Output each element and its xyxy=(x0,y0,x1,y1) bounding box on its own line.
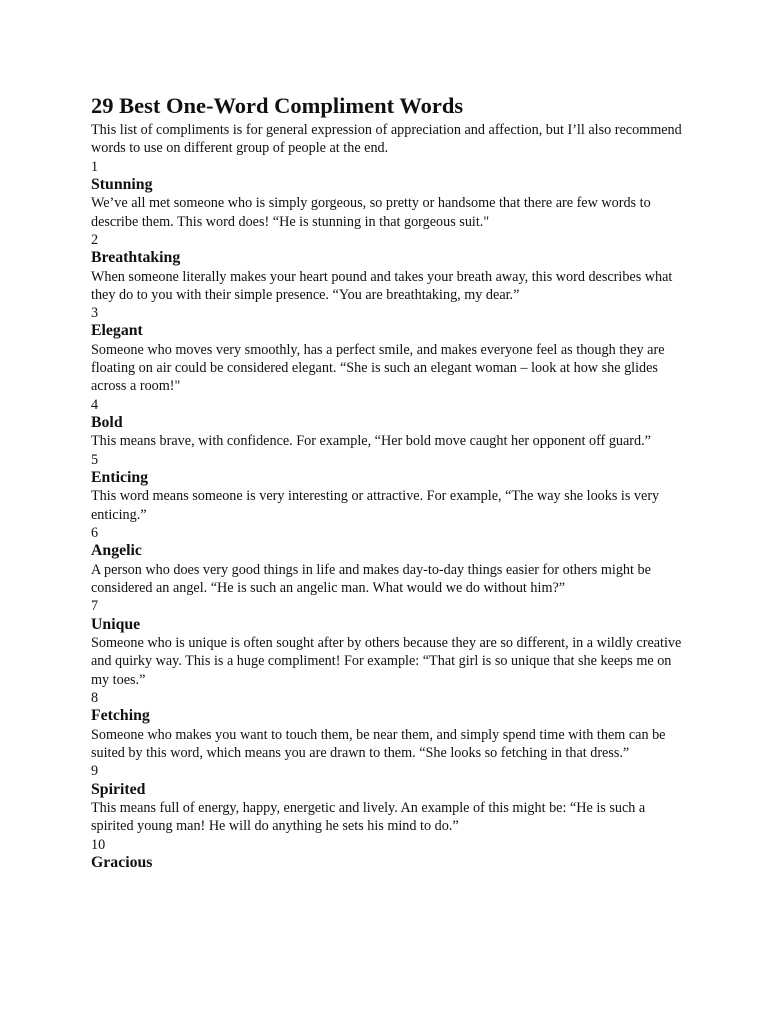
entry-word: Spirited xyxy=(91,780,146,798)
entry-word: Unique xyxy=(91,615,141,633)
entry-description: Someone who is unique is often sought after by others because they are so different, in a wildly creative and quirky way. This is a huge compliment! For example: “That girl is so unique that she keeps me on my toes.” xyxy=(91,635,682,688)
entry-number: 2 xyxy=(91,231,99,248)
entry-word: Angelic xyxy=(91,542,142,560)
entry-word: Bold xyxy=(91,414,123,432)
page-title: 29 Best One-Word Compliment Words xyxy=(91,93,464,118)
entry-description: A person who does very good things in life and makes day-to-day things easier for others might be considered an angel. “He is such an angelic man. What would we do without him?” xyxy=(91,561,651,597)
entry-description: This means brave, with confidence. For example, “Her bold move caught her opponent off guard.” xyxy=(91,433,651,450)
list-item xyxy=(91,836,686,873)
entry-number: 5 xyxy=(91,451,99,468)
entry-word: Breathtaking xyxy=(91,249,181,267)
list-item xyxy=(91,451,686,524)
entry-description: When someone literally makes your heart pound and takes your breath away, this word describes what they do to you with their simple presence. “You are breathtaking, my dear.” xyxy=(91,268,673,303)
entry-word: Elegant xyxy=(91,322,143,340)
list-item xyxy=(91,304,686,396)
compliment-list xyxy=(91,158,686,873)
entry-number: 4 xyxy=(91,396,99,413)
entry-word: Enticing xyxy=(91,469,149,487)
list-item xyxy=(91,396,686,451)
intro-paragraph: This list of compliments is for general expression of appreciation and affection, but I’ll also recommend words to use on different group of people at the end. xyxy=(91,122,682,157)
entry-description: This means full of energy, happy, energetic and lively. An example of this might be: “He is such a spirited young man! He will do anything he sets his mind to do.” xyxy=(91,799,646,835)
list-item xyxy=(91,762,686,835)
entry-word: Fetching xyxy=(91,707,150,725)
entry-word: Gracious xyxy=(91,853,153,871)
entry-number: 1 xyxy=(91,158,99,175)
list-item xyxy=(91,158,686,231)
entry-number: 6 xyxy=(91,525,99,542)
list-item xyxy=(91,597,686,689)
list-item xyxy=(91,524,686,597)
entry-description: This word means someone is very interesting or attractive. For example, “The way she looks is very enticing.” xyxy=(91,488,660,523)
entry-number: 8 xyxy=(91,689,99,706)
entry-description: Someone who makes you want to touch them, be near them, and simply spend time with them can be suited by this word, which means you are drawn to them. “She looks so fetching in that dress.” xyxy=(91,726,666,761)
entry-description: Someone who moves very smoothly, has a perfect smile, and makes everyone feel as though they are floating on air could be considered elegant. “She is such an elegant woman – look at how she glides across a room!" xyxy=(91,341,665,395)
entry-number: 7 xyxy=(91,598,99,615)
entry-number: 3 xyxy=(91,305,99,322)
list-item xyxy=(91,689,686,762)
list-item xyxy=(91,231,686,304)
entry-word: Stunning xyxy=(91,175,153,193)
entry-number: 10 xyxy=(91,836,106,853)
entry-description: We’ve all met someone who is simply gorgeous, so pretty or handsome that there are few words to describe them. This word does! “He is stunning in that gorgeous suit." xyxy=(91,195,651,230)
entry-number: 9 xyxy=(91,763,99,780)
